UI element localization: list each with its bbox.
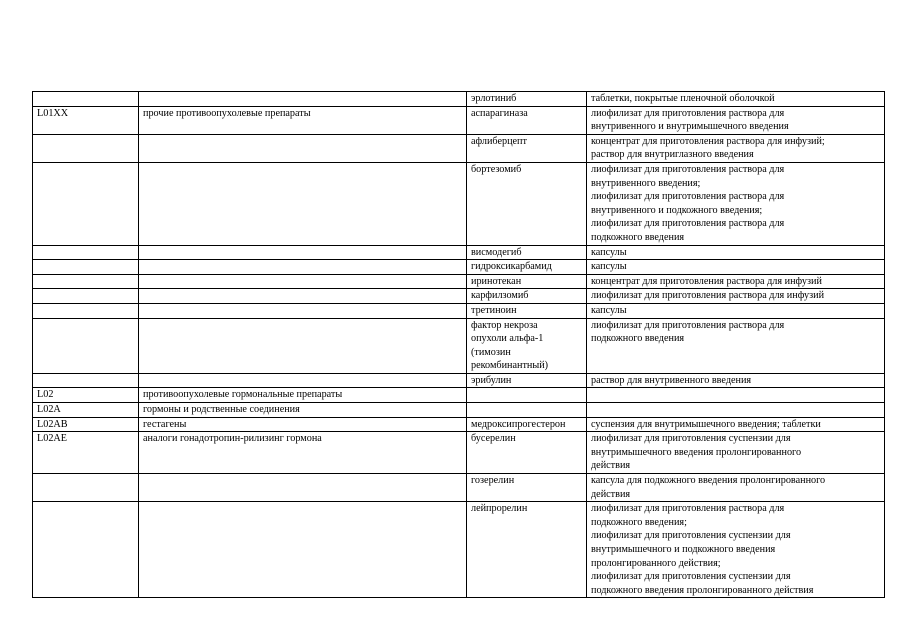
atc-code-cell: [33, 260, 139, 275]
atc-code-cell: [33, 318, 139, 373]
drug-name-cell: гозерелин: [467, 474, 587, 502]
table-row: [33, 373, 885, 388]
table-row: [33, 388, 885, 403]
anatomical-group-cell: прочие противоопухолевые препараты: [139, 106, 467, 134]
atc-code-cell: L02AB: [33, 417, 139, 432]
atc-code-cell: [33, 274, 139, 289]
drug-name-cell: эрлотиниб: [467, 92, 587, 107]
anatomical-group-cell: [139, 303, 467, 318]
table-row: [33, 432, 885, 474]
table-row: [33, 502, 885, 598]
dosage-form-cell: [587, 403, 885, 418]
drug-name-cell: лейпрорелин: [467, 502, 587, 598]
dosage-form-cell: капсулы: [587, 245, 885, 260]
dosage-form-cell: таблетки, покрытые пленочной оболочкой: [587, 92, 885, 107]
atc-code-cell: [33, 474, 139, 502]
table-row: [33, 245, 885, 260]
dosage-form-cell: концентрат для приготовления раствора для инфузий: [587, 274, 885, 289]
drug-name-cell: фактор некроза опухоли альфа-1 (тимозин рекомбинантный): [467, 318, 587, 373]
atc-code-cell: [33, 92, 139, 107]
dosage-form-cell: суспензия для внутримышечного введения; таблетки: [587, 417, 885, 432]
drug-name-cell: медроксипрогестерон: [467, 417, 587, 432]
table-row: [33, 474, 885, 502]
anatomical-group-cell: [139, 502, 467, 598]
atc-code-cell: [33, 134, 139, 162]
anatomical-group-cell: [139, 92, 467, 107]
dosage-form-cell: капсулы: [587, 303, 885, 318]
atc-code-cell: [33, 245, 139, 260]
atc-code-cell: L02: [33, 388, 139, 403]
atc-code-cell: [33, 303, 139, 318]
dosage-form-cell: концентрат для приготовления раствора для инфузий; раствор для внутриглазного введения: [587, 134, 885, 162]
anatomical-group-cell: [139, 318, 467, 373]
dosage-form-cell: лиофилизат для приготовления суспензии для внутримышечного введения пролонгированного действия: [587, 432, 885, 474]
drug-name-cell: эрибулин: [467, 373, 587, 388]
drug-name-cell: аспарагиназа: [467, 106, 587, 134]
dosage-form-cell: лиофилизат для приготовления раствора для внутривенного и внутримышечного введения: [587, 106, 885, 134]
drug-name-cell: бусерелин: [467, 432, 587, 474]
dosage-form-cell: лиофилизат для приготовления раствора для инфузий: [587, 289, 885, 304]
drug-name-cell: бортезомиб: [467, 162, 587, 245]
table-row: [33, 134, 885, 162]
anatomical-group-cell: [139, 162, 467, 245]
table-row: [33, 106, 885, 134]
drug-name-cell: карфилзомиб: [467, 289, 587, 304]
atc-code-cell: L01XX: [33, 106, 139, 134]
atc-code-cell: L02A: [33, 403, 139, 418]
anatomical-group-cell: гормоны и родственные соединения: [139, 403, 467, 418]
table-row: [33, 318, 885, 373]
drug-table: [32, 91, 885, 598]
anatomical-group-cell: аналоги гонадотропин-рилизинг гормона: [139, 432, 467, 474]
table-row: [33, 303, 885, 318]
table-row: [33, 403, 885, 418]
anatomical-group-cell: [139, 289, 467, 304]
anatomical-group-cell: [139, 260, 467, 275]
anatomical-group-cell: противоопухолевые гормональные препараты: [139, 388, 467, 403]
table-row: [33, 92, 885, 107]
dosage-form-cell: капсулы: [587, 260, 885, 275]
drug-name-cell: гидроксикарбамид: [467, 260, 587, 275]
anatomical-group-cell: гестагены: [139, 417, 467, 432]
anatomical-group-cell: [139, 134, 467, 162]
table-row: [33, 260, 885, 275]
atc-code-cell: [33, 502, 139, 598]
atc-code-cell: [33, 162, 139, 245]
dosage-form-cell: капсула для подкожного введения пролонгированного действия: [587, 474, 885, 502]
drug-name-cell: [467, 403, 587, 418]
dosage-form-cell: лиофилизат для приготовления раствора для подкожного введения: [587, 318, 885, 373]
dosage-form-cell: [587, 388, 885, 403]
table-row: [33, 162, 885, 245]
table-row: [33, 417, 885, 432]
anatomical-group-cell: [139, 373, 467, 388]
anatomical-group-cell: [139, 245, 467, 260]
dosage-form-cell: лиофилизат для приготовления раствора для внутривенного введения; лиофилизат для приготовления раствора для внутривенного и подкожного введения; лиофилизат для приготовления раствора для подкожного введения: [587, 162, 885, 245]
anatomical-group-cell: [139, 474, 467, 502]
dosage-form-cell: лиофилизат для приготовления раствора для подкожного введения; лиофилизат для приготовления суспензии для внутримышечного и подкожного введения пролонгированного действия; лиофилизат для приготовления суспензии для подкожного введения пролонгированного действия: [587, 502, 885, 598]
drug-name-cell: [467, 388, 587, 403]
table-row: [33, 289, 885, 304]
dosage-form-cell: раствор для внутривенного введения: [587, 373, 885, 388]
atc-code-cell: [33, 289, 139, 304]
atc-code-cell: [33, 373, 139, 388]
drug-table-body: [33, 92, 885, 598]
drug-name-cell: третиноин: [467, 303, 587, 318]
drug-name-cell: афлиберцепт: [467, 134, 587, 162]
anatomical-group-cell: [139, 274, 467, 289]
table-row: [33, 274, 885, 289]
atc-code-cell: L02AE: [33, 432, 139, 474]
drug-name-cell: иринотекан: [467, 274, 587, 289]
drug-name-cell: висмодегиб: [467, 245, 587, 260]
